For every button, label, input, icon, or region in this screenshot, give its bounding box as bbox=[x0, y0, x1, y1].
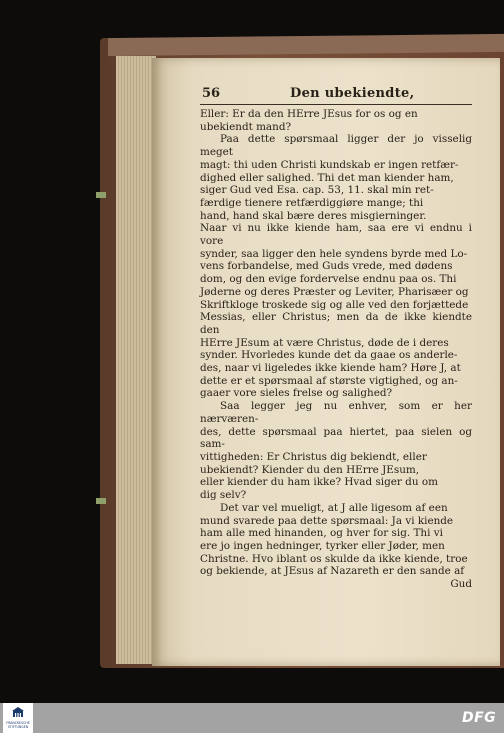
text-line: vens forbandelse, med Guds vrede, med dødens bbox=[200, 260, 453, 273]
clasp-top bbox=[96, 192, 106, 198]
text-line: eller kiender du ham ikke? Hvad siger du om bbox=[200, 476, 438, 489]
text-line: ubekiendt mand? bbox=[200, 120, 292, 133]
text-line: dighed eller salighed. Thi det man kiender ham, bbox=[200, 171, 454, 184]
text-line: Det var vel mueligt, at J alle ligesom af een bbox=[220, 501, 448, 514]
institution-logo-icon bbox=[12, 706, 24, 718]
catchword: Gud bbox=[450, 578, 472, 591]
text-line: des, dette spørsmaal paa hiertet, paa sielen og sam- bbox=[200, 425, 472, 451]
running-head: Den ubekiendte, bbox=[290, 86, 415, 101]
text-line: færdige tienere retfærdiggiøre mange; thi bbox=[200, 196, 424, 209]
body-text bbox=[200, 108, 472, 578]
text-line: dette er et spørsmaal af største vigtighed, og an- bbox=[200, 374, 458, 387]
dfg-logo[interactable]: DFG bbox=[462, 710, 497, 726]
text-line: og bekiende, at JEsus af Nazareth er den sande af bbox=[200, 565, 465, 578]
text-line: vittigheden: Er Christus dig bekiendt, eller bbox=[200, 450, 427, 463]
page-text-block bbox=[200, 86, 472, 591]
text-line: gaaer vore sieles frelse og salighed? bbox=[200, 387, 393, 400]
text-line: magt: thi uden Christi kundskab er ingen retfær- bbox=[200, 158, 459, 171]
franckesche-stiftungen-logo[interactable] bbox=[3, 703, 33, 733]
text-line: siger Gud ved Esa. cap. 53, 11. skal min ret- bbox=[200, 184, 434, 197]
page-edges bbox=[116, 56, 156, 664]
text-line: ubekiendt? Kiender du den HErre JEsum, bbox=[200, 463, 420, 476]
text-line: dig selv? bbox=[200, 489, 247, 502]
text-line: synder, saa ligger den hele syndens byrde med Lo- bbox=[200, 247, 468, 260]
text-line: ham alle med hinanden, og hver for sig. Thi vi bbox=[200, 527, 443, 540]
text-line: synder. Hvorledes kunde det da gaae os anderle- bbox=[200, 349, 458, 362]
text-line: des, naar vi ligeledes ikke kiende ham? Høre J, at bbox=[200, 362, 461, 375]
logo-text: FRANCKESCHE STIFTUNGEN bbox=[6, 721, 30, 729]
text-line: Saa legger jeg nu enhver, som er her nærværen- bbox=[200, 400, 472, 425]
text-line: Messias, eller Christus; men da de ikke kiendte den bbox=[200, 311, 472, 336]
clasp-bottom bbox=[96, 498, 106, 504]
text-line: Paa dette spørsmaal ligger der jo visselig meget bbox=[200, 133, 472, 159]
text-line: Eller: Er da den HErre JEsus for os og en bbox=[200, 108, 418, 120]
text-line: HErre JEsum at være Christus, døde de i deres bbox=[200, 336, 449, 349]
text-line: mund svarede paa dette spørsmaal: Ja vi kiende bbox=[200, 514, 454, 527]
page-header bbox=[200, 86, 472, 105]
page-number: 56 bbox=[202, 86, 221, 101]
text-line: Naar vi nu ikke kiende ham, saa ere vi endnu i vore bbox=[200, 222, 472, 248]
viewer-footer-bar bbox=[0, 703, 504, 733]
text-line: Christne. Hvo iblant os skulde da ikke kiende, troe bbox=[200, 552, 468, 565]
text-line: hand, hand skal bære deres misgierninger. bbox=[200, 209, 427, 222]
text-line: dom, og den evige fordervelse endnu paa os. Thi bbox=[200, 273, 457, 286]
text-line: Jøderne og deres Præster og Leviter, Pharisæer og bbox=[200, 285, 469, 298]
text-line: Skriftkloge troskede sig og alle ved den forjættede bbox=[200, 298, 469, 311]
text-line: ere jo ingen hedninger, tyrker eller Jøder, men bbox=[200, 539, 445, 552]
